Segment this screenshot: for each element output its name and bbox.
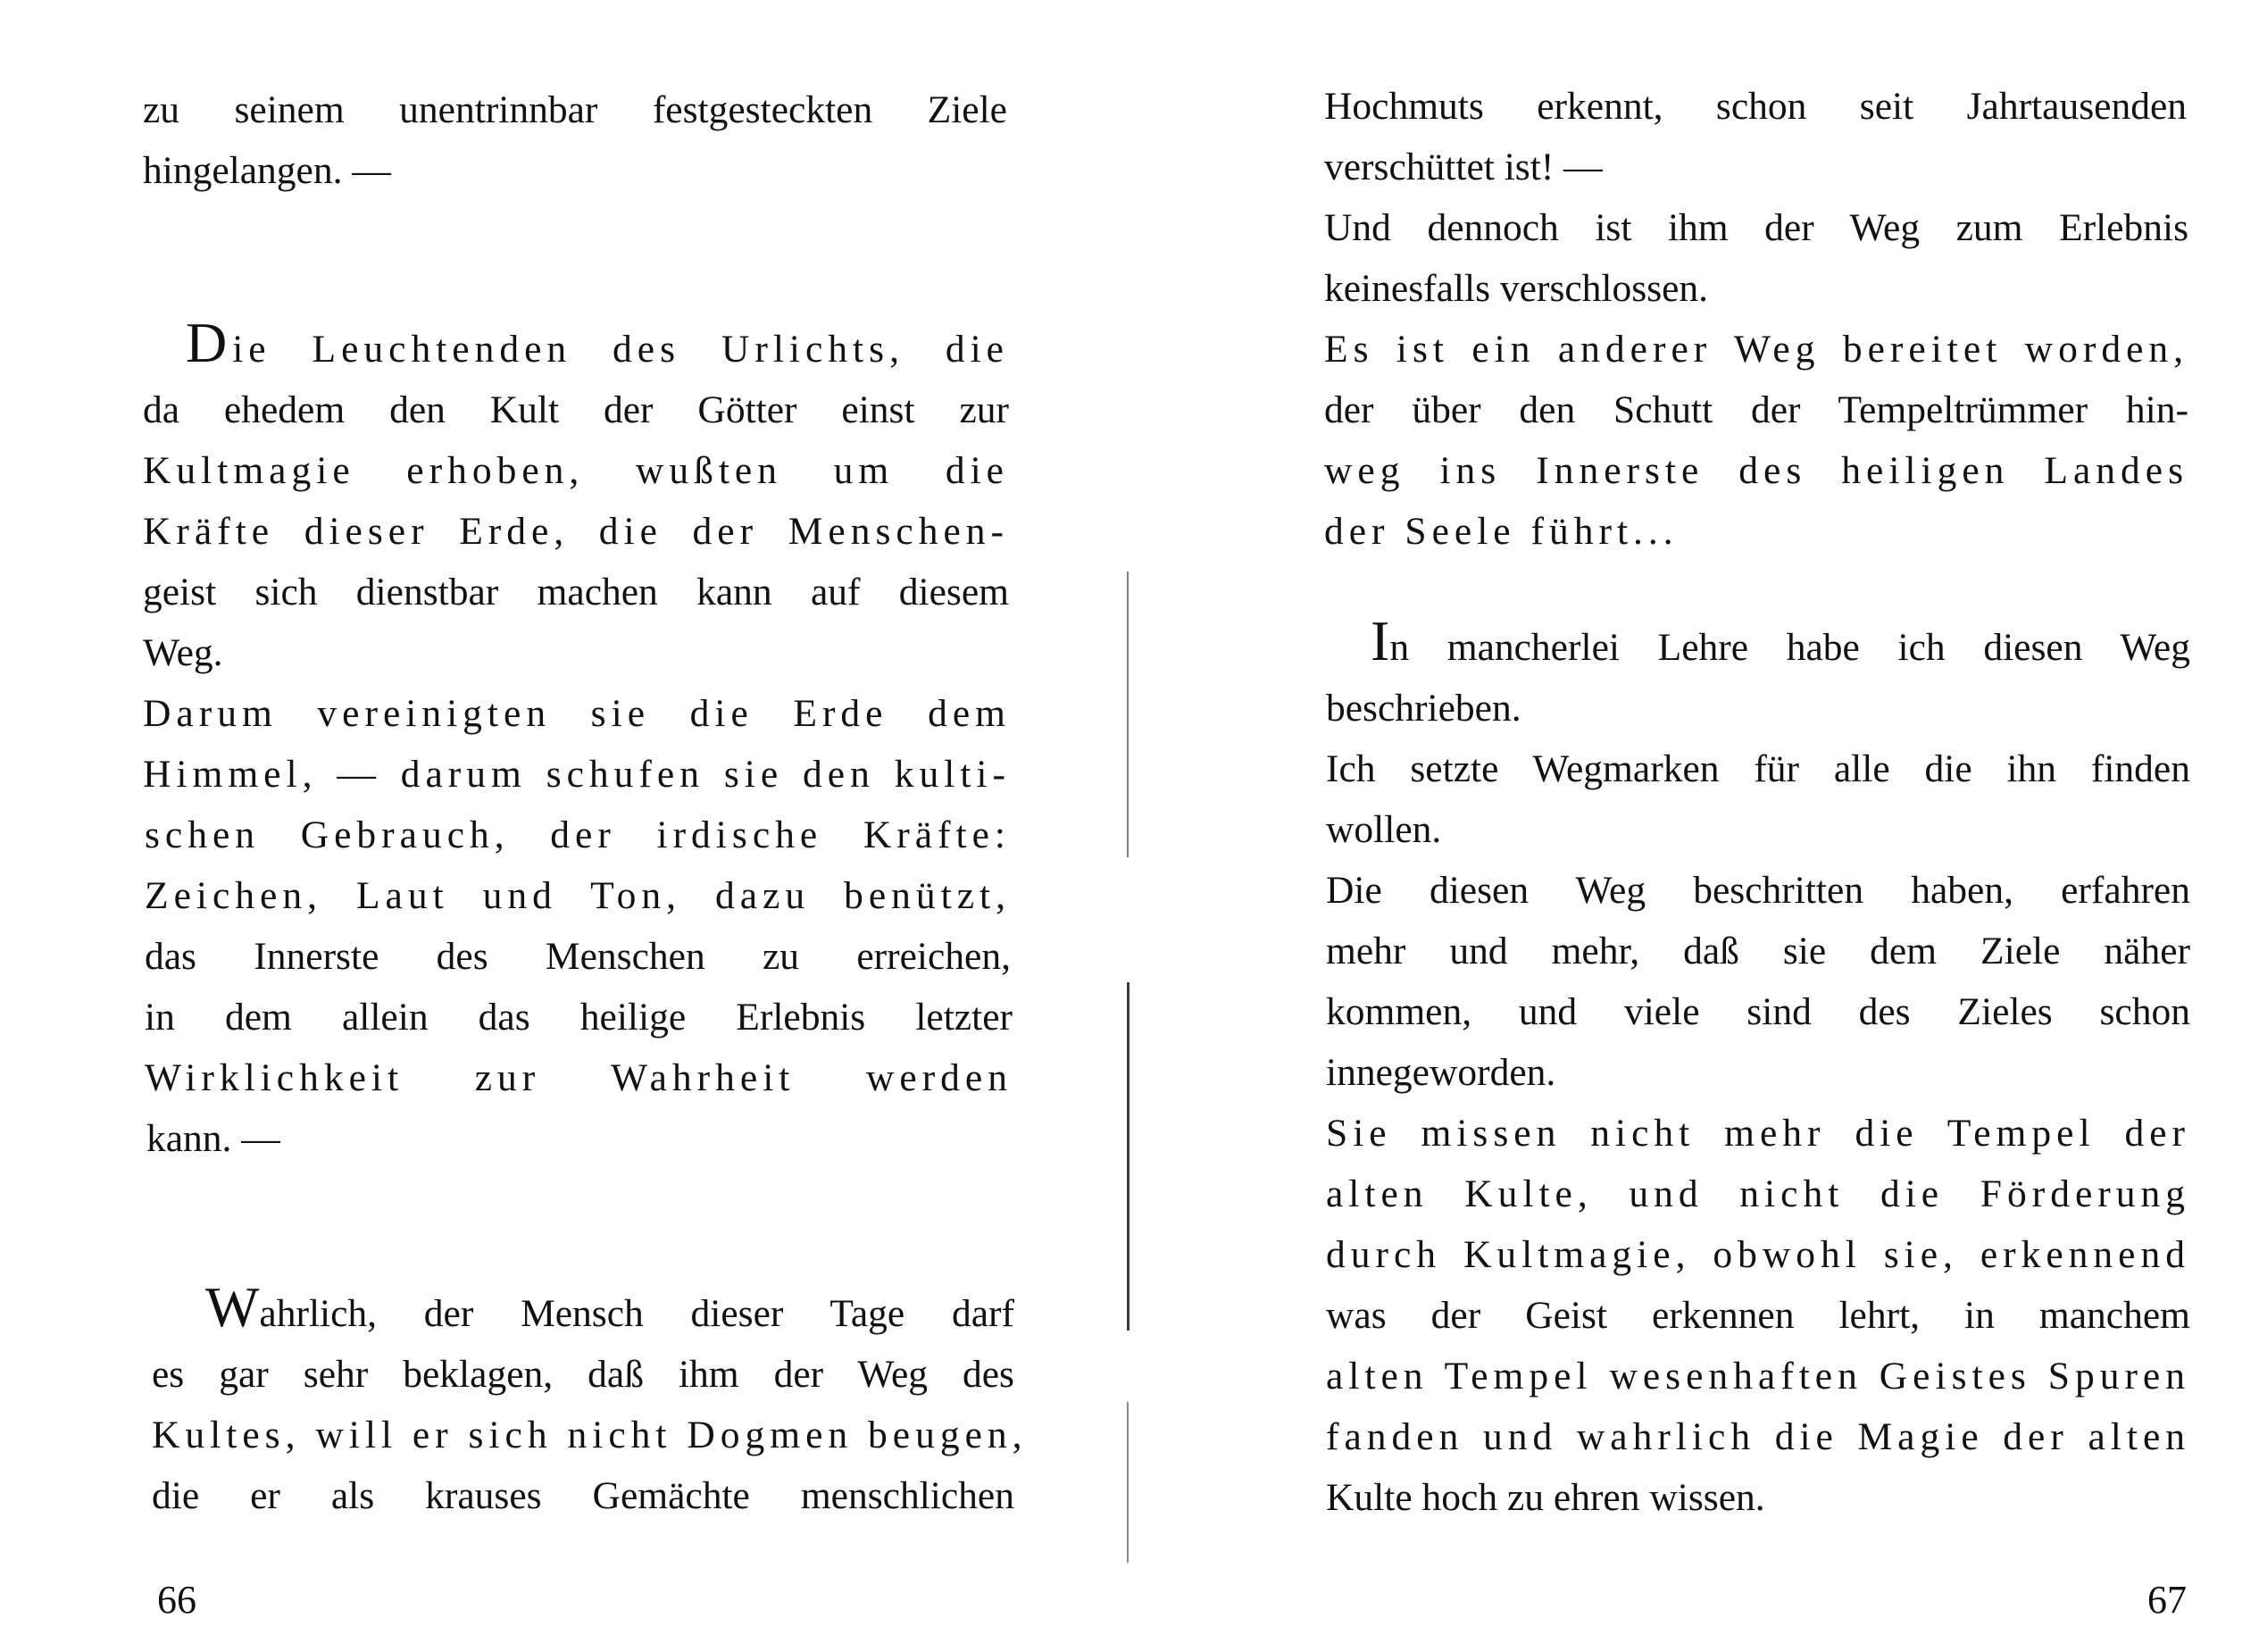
text-line: Die diesen Weg beschritten haben, erfahren — [1326, 869, 2190, 912]
page-number: 66 — [157, 1578, 196, 1622]
text-line: Zeichen, Laut und Ton, dazu benützt, — [145, 874, 1011, 917]
text-line: Ich setzte Wegmarken für alle die ihn finden — [1326, 747, 2190, 790]
text-line: die er als krauses Gemächte menschlichen — [152, 1474, 1014, 1517]
text-line: Darum vereinigten sie die Erde dem — [143, 692, 1011, 735]
right-page — [1130, 0, 2259, 1652]
text-line: wollen. — [1326, 808, 1442, 851]
text-line: Hochmuts erkennt, schon seit Jahrtausenden — [1324, 85, 2187, 128]
paragraph-first-line: In mancherlei Lehre habe ich diesen Weg — [1371, 609, 2190, 672]
text-line: Kräfte dieser Erde, die der Menschen- — [143, 510, 1009, 553]
text-line: kommen, und viele sind des Zieles schon — [1326, 990, 2190, 1033]
page-number: 67 — [2147, 1578, 2187, 1622]
text-line: Kultes, will er sich nicht Dogmen beugen, — [152, 1414, 1028, 1456]
text-line: Weg. — [143, 631, 223, 674]
text-line: innegeworden. — [1326, 1051, 1556, 1094]
text-line: verschüttet ist! — — [1324, 146, 1603, 188]
paragraph-first-line: Wahrlich, der Mensch dieser Tage darf — [205, 1275, 1014, 1339]
text-line: in dem allein das heilige Erlebnis letzter — [145, 996, 1013, 1039]
text-line: der Seele führt... — [1324, 510, 1679, 553]
text-line: was der Geist erkennen lehrt, in manchem — [1326, 1294, 2190, 1337]
drop-cap: W — [205, 1275, 260, 1339]
paragraph-first-line: Die Leuchtenden des Urlichts, die — [186, 311, 1009, 374]
text-line: mehr und mehr, daß sie dem Ziele näher — [1326, 930, 2190, 972]
drop-cap: I — [1371, 609, 1390, 672]
text-line: Und dennoch ist ihm der Weg zum Erlebnis — [1324, 206, 2188, 249]
text-line: der über den Schutt der Tempeltrümmer hin- — [1324, 388, 2188, 431]
text-line: Wirklichkeit zur Wahrheit werden — [145, 1056, 1013, 1099]
text-line: alten Kulte, und nicht die Förderung — [1326, 1172, 2190, 1215]
drop-cap: D — [186, 311, 233, 374]
text-line: zu seinem unentrinnbar festgesteckten Ziele — [143, 88, 1007, 131]
text-line: geist sich dienstbar machen kann auf diesem — [143, 571, 1009, 613]
text-line: keinesfalls verschlossen. — [1324, 267, 1709, 310]
text-line: das Innerste des Menschen zu erreichen, — [145, 935, 1011, 978]
text-line: Es ist ein anderer Weg bereitet worden, — [1324, 328, 2188, 371]
text-line: kann. — — [146, 1117, 280, 1160]
text-line: hingelangen. — — [143, 149, 391, 192]
text-line: fanden und wahrlich die Magie der alten — [1326, 1415, 2190, 1458]
text-line: Kultmagie erhoben, wußten um die — [143, 449, 1009, 492]
text-line: Himmel, — darum schufen sie den kulti- — [143, 753, 1011, 796]
text-line: alten Tempel wesenhaften Geistes Spuren — [1326, 1355, 2190, 1398]
text-line: Kulte hoch zu ehren wissen. — [1326, 1476, 1765, 1519]
text-line: Sie missen nicht mehr die Tempel der — [1326, 1112, 2190, 1155]
text-line: da ehedem den Kult der Götter einst zur — [143, 388, 1009, 431]
text-line: durch Kultmagie, obwohl sie, erkennend — [1326, 1233, 2190, 1276]
text-line: es gar sehr beklagen, daß ihm der Weg des — [152, 1353, 1014, 1396]
text-line: beschrieben. — [1326, 687, 1521, 730]
text-line: schen Gebrauch, der irdische Kräfte: — [145, 813, 1011, 856]
text-line: weg ins Innerste des heiligen Landes — [1324, 449, 2188, 492]
